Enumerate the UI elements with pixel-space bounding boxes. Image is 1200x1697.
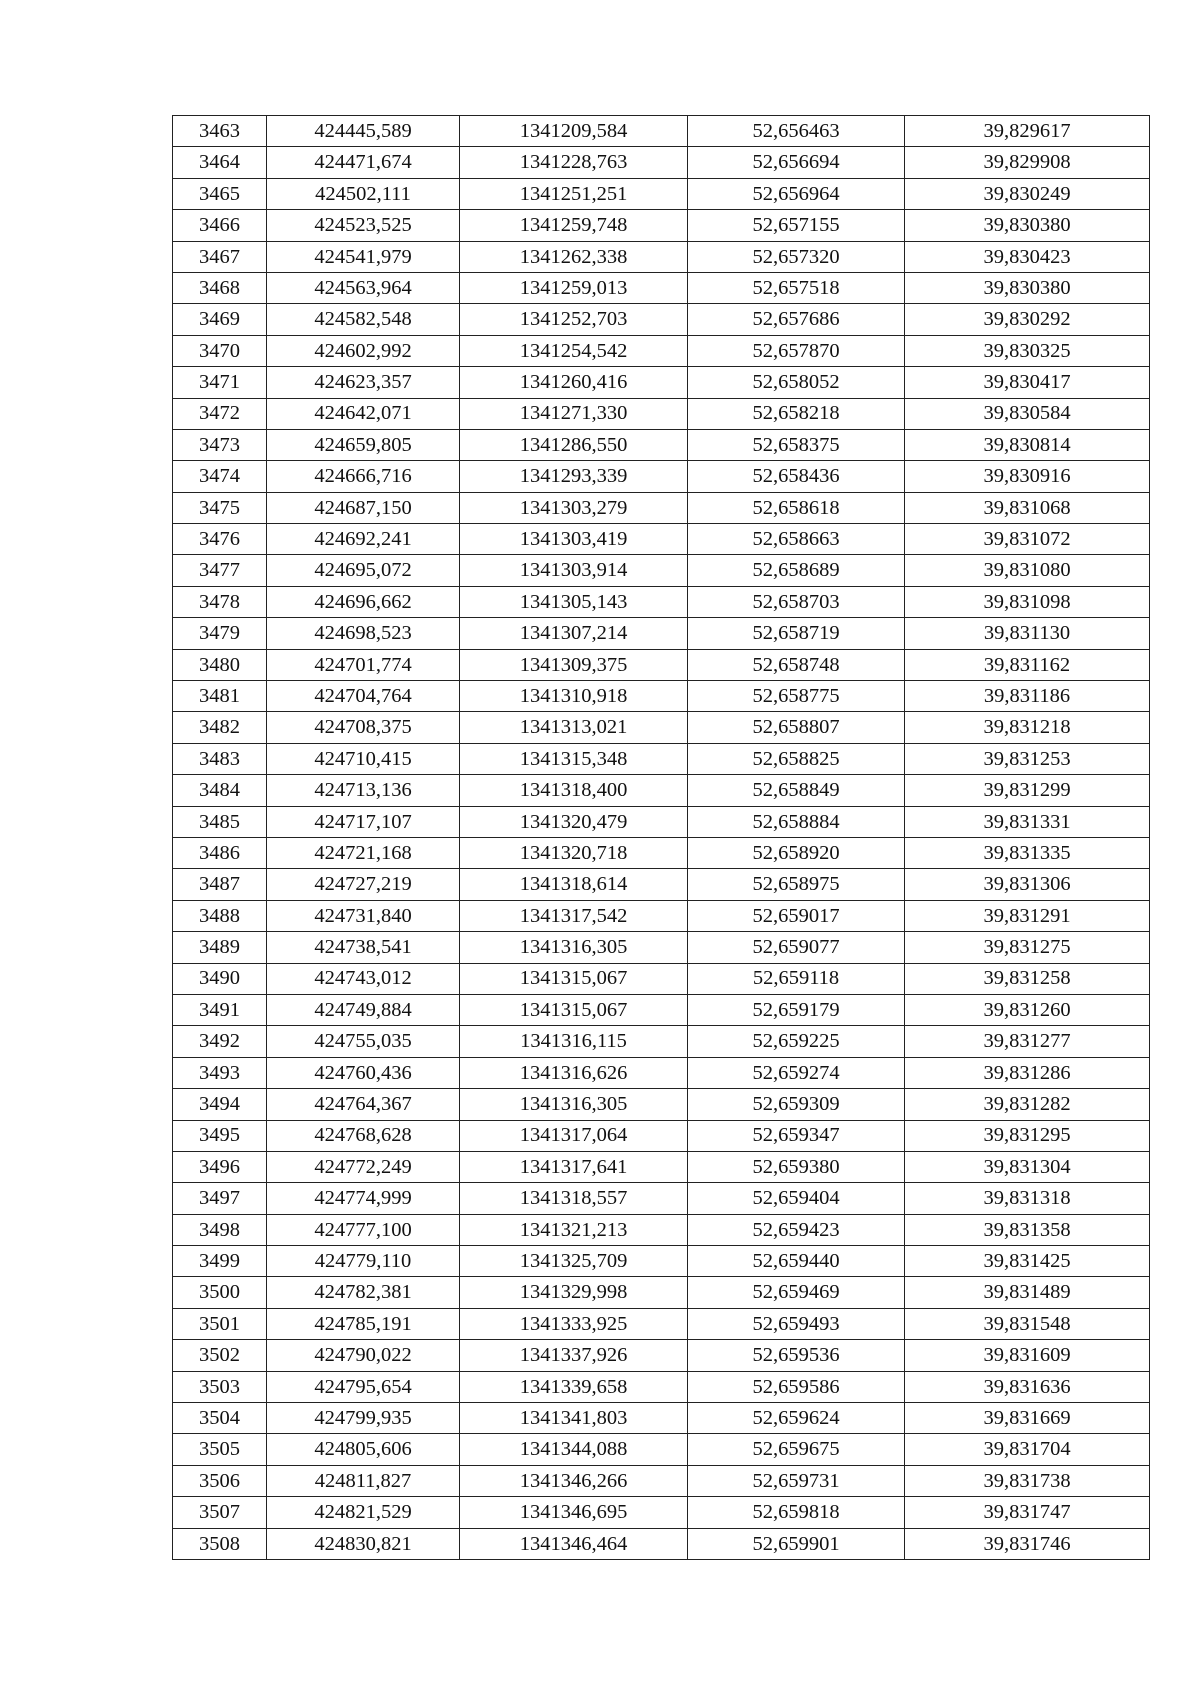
longitude-cell: 39,830417 [905, 367, 1150, 398]
table-row [173, 1277, 1150, 1308]
y-coordinate-cell: 1341262,338 [460, 241, 688, 272]
y-coordinate-cell: 1341259,748 [460, 210, 688, 241]
y-coordinate-cell: 1341228,763 [460, 147, 688, 178]
x-coordinate-cell: 424692,241 [267, 524, 460, 555]
y-coordinate-cell: 1341337,926 [460, 1340, 688, 1371]
longitude-cell: 39,831331 [905, 806, 1150, 837]
point-number-cell: 3500 [173, 1277, 267, 1308]
latitude-cell: 52,658748 [688, 649, 905, 680]
x-coordinate-cell: 424698,523 [267, 618, 460, 649]
y-coordinate-cell: 1341303,419 [460, 524, 688, 555]
latitude-cell: 52,658618 [688, 492, 905, 523]
point-number-cell: 3463 [173, 116, 267, 147]
longitude-cell: 39,831306 [905, 869, 1150, 900]
longitude-cell: 39,829908 [905, 147, 1150, 178]
point-number-cell: 3484 [173, 775, 267, 806]
x-coordinate-cell: 424782,381 [267, 1277, 460, 1308]
longitude-cell: 39,831282 [905, 1089, 1150, 1120]
table-row [173, 775, 1150, 806]
longitude-cell: 39,831258 [905, 963, 1150, 994]
y-coordinate-cell: 1341313,021 [460, 712, 688, 743]
longitude-cell: 39,831636 [905, 1371, 1150, 1402]
y-coordinate-cell: 1341344,088 [460, 1434, 688, 1465]
table-row [173, 712, 1150, 743]
longitude-cell: 39,831295 [905, 1120, 1150, 1151]
longitude-cell: 39,831335 [905, 837, 1150, 868]
x-coordinate-cell: 424642,071 [267, 398, 460, 429]
latitude-cell: 52,659118 [688, 963, 905, 994]
y-coordinate-cell: 1341316,115 [460, 1026, 688, 1057]
latitude-cell: 52,658052 [688, 367, 905, 398]
x-coordinate-cell: 424727,219 [267, 869, 460, 900]
longitude-cell: 39,831746 [905, 1528, 1150, 1559]
x-coordinate-cell: 424602,992 [267, 335, 460, 366]
table-row [173, 1340, 1150, 1371]
table-row [173, 461, 1150, 492]
longitude-cell: 39,830249 [905, 178, 1150, 209]
y-coordinate-cell: 1341315,067 [460, 994, 688, 1025]
latitude-cell: 52,659493 [688, 1308, 905, 1339]
latitude-cell: 52,659274 [688, 1057, 905, 1088]
latitude-cell: 52,659225 [688, 1026, 905, 1057]
point-number-cell: 3501 [173, 1308, 267, 1339]
longitude-cell: 39,831253 [905, 743, 1150, 774]
table-row [173, 272, 1150, 303]
latitude-cell: 52,659404 [688, 1183, 905, 1214]
longitude-cell: 39,829617 [905, 116, 1150, 147]
table-row [173, 492, 1150, 523]
point-number-cell: 3472 [173, 398, 267, 429]
table-row [173, 681, 1150, 712]
point-number-cell: 3491 [173, 994, 267, 1025]
point-number-cell: 3504 [173, 1403, 267, 1434]
table-row [173, 900, 1150, 931]
y-coordinate-cell: 1341252,703 [460, 304, 688, 335]
table-row [173, 743, 1150, 774]
table-row [173, 1026, 1150, 1057]
x-coordinate-cell: 424582,548 [267, 304, 460, 335]
table-row [173, 367, 1150, 398]
y-coordinate-cell: 1341318,557 [460, 1183, 688, 1214]
point-number-cell: 3485 [173, 806, 267, 837]
latitude-cell: 52,657686 [688, 304, 905, 335]
longitude-cell: 39,831260 [905, 994, 1150, 1025]
x-coordinate-cell: 424790,022 [267, 1340, 460, 1371]
latitude-cell: 52,657518 [688, 272, 905, 303]
latitude-cell: 52,659731 [688, 1465, 905, 1496]
longitude-cell: 39,830916 [905, 461, 1150, 492]
longitude-cell: 39,831068 [905, 492, 1150, 523]
y-coordinate-cell: 1341303,914 [460, 555, 688, 586]
y-coordinate-cell: 1341346,266 [460, 1465, 688, 1496]
x-coordinate-cell: 424764,367 [267, 1089, 460, 1120]
point-number-cell: 3474 [173, 461, 267, 492]
x-coordinate-cell: 424821,529 [267, 1497, 460, 1528]
longitude-cell: 39,831098 [905, 586, 1150, 617]
y-coordinate-cell: 1341251,251 [460, 178, 688, 209]
point-number-cell: 3480 [173, 649, 267, 680]
table-row [173, 178, 1150, 209]
table-row [173, 1497, 1150, 1528]
latitude-cell: 52,659380 [688, 1151, 905, 1182]
y-coordinate-cell: 1341318,614 [460, 869, 688, 900]
x-coordinate-cell: 424799,935 [267, 1403, 460, 1434]
y-coordinate-cell: 1341317,542 [460, 900, 688, 931]
latitude-cell: 52,659347 [688, 1120, 905, 1151]
table-row [173, 1120, 1150, 1151]
x-coordinate-cell: 424768,628 [267, 1120, 460, 1151]
point-number-cell: 3464 [173, 147, 267, 178]
x-coordinate-cell: 424805,606 [267, 1434, 460, 1465]
y-coordinate-cell: 1341293,339 [460, 461, 688, 492]
latitude-cell: 52,657870 [688, 335, 905, 366]
latitude-cell: 52,656463 [688, 116, 905, 147]
y-coordinate-cell: 1341339,658 [460, 1371, 688, 1402]
y-coordinate-cell: 1341316,305 [460, 1089, 688, 1120]
point-number-cell: 3468 [173, 272, 267, 303]
table-row [173, 147, 1150, 178]
longitude-cell: 39,831425 [905, 1246, 1150, 1277]
longitude-cell: 39,831738 [905, 1465, 1150, 1496]
y-coordinate-cell: 1341333,925 [460, 1308, 688, 1339]
latitude-cell: 52,658218 [688, 398, 905, 429]
point-number-cell: 3492 [173, 1026, 267, 1057]
y-coordinate-cell: 1341317,064 [460, 1120, 688, 1151]
longitude-cell: 39,831162 [905, 649, 1150, 680]
latitude-cell: 52,657155 [688, 210, 905, 241]
latitude-cell: 52,659675 [688, 1434, 905, 1465]
point-number-cell: 3505 [173, 1434, 267, 1465]
latitude-cell: 52,659440 [688, 1246, 905, 1277]
x-coordinate-cell: 424785,191 [267, 1308, 460, 1339]
table-row [173, 994, 1150, 1025]
point-number-cell: 3471 [173, 367, 267, 398]
y-coordinate-cell: 1341320,479 [460, 806, 688, 837]
x-coordinate-cell: 424721,168 [267, 837, 460, 868]
point-number-cell: 3489 [173, 932, 267, 963]
latitude-cell: 52,659586 [688, 1371, 905, 1402]
x-coordinate-cell: 424704,764 [267, 681, 460, 712]
point-number-cell: 3498 [173, 1214, 267, 1245]
table-row [173, 1089, 1150, 1120]
y-coordinate-cell: 1341316,305 [460, 932, 688, 963]
latitude-cell: 52,659818 [688, 1497, 905, 1528]
y-coordinate-cell: 1341260,416 [460, 367, 688, 398]
x-coordinate-cell: 424717,107 [267, 806, 460, 837]
point-number-cell: 3486 [173, 837, 267, 868]
point-number-cell: 3487 [173, 869, 267, 900]
y-coordinate-cell: 1341315,348 [460, 743, 688, 774]
x-coordinate-cell: 424701,774 [267, 649, 460, 680]
x-coordinate-cell: 424731,840 [267, 900, 460, 931]
latitude-cell: 52,658375 [688, 429, 905, 460]
x-coordinate-cell: 424623,357 [267, 367, 460, 398]
table-row [173, 1465, 1150, 1496]
latitude-cell: 52,658884 [688, 806, 905, 837]
table-row [173, 963, 1150, 994]
y-coordinate-cell: 1341286,550 [460, 429, 688, 460]
longitude-cell: 39,830814 [905, 429, 1150, 460]
latitude-cell: 52,659017 [688, 900, 905, 931]
table-row [173, 398, 1150, 429]
table-row [173, 586, 1150, 617]
point-number-cell: 3473 [173, 429, 267, 460]
y-coordinate-cell: 1341321,213 [460, 1214, 688, 1245]
longitude-cell: 39,831291 [905, 900, 1150, 931]
point-number-cell: 3478 [173, 586, 267, 617]
latitude-cell: 52,658849 [688, 775, 905, 806]
longitude-cell: 39,831747 [905, 1497, 1150, 1528]
y-coordinate-cell: 1341325,709 [460, 1246, 688, 1277]
longitude-cell: 39,831318 [905, 1183, 1150, 1214]
table-row [173, 241, 1150, 272]
longitude-cell: 39,830584 [905, 398, 1150, 429]
longitude-cell: 39,831548 [905, 1308, 1150, 1339]
point-number-cell: 3483 [173, 743, 267, 774]
longitude-cell: 39,831275 [905, 932, 1150, 963]
x-coordinate-cell: 424563,964 [267, 272, 460, 303]
point-number-cell: 3508 [173, 1528, 267, 1559]
longitude-cell: 39,831669 [905, 1403, 1150, 1434]
point-number-cell: 3465 [173, 178, 267, 209]
table-row [173, 1371, 1150, 1402]
latitude-cell: 52,659469 [688, 1277, 905, 1308]
y-coordinate-cell: 1341309,375 [460, 649, 688, 680]
x-coordinate-cell: 424710,415 [267, 743, 460, 774]
y-coordinate-cell: 1341341,803 [460, 1403, 688, 1434]
table-row [173, 1246, 1150, 1277]
latitude-cell: 52,658920 [688, 837, 905, 868]
table-row [173, 1214, 1150, 1245]
y-coordinate-cell: 1341317,641 [460, 1151, 688, 1182]
y-coordinate-cell: 1341316,626 [460, 1057, 688, 1088]
point-number-cell: 3497 [173, 1183, 267, 1214]
table-row [173, 304, 1150, 335]
y-coordinate-cell: 1341307,214 [460, 618, 688, 649]
longitude-cell: 39,831277 [905, 1026, 1150, 1057]
point-number-cell: 3495 [173, 1120, 267, 1151]
latitude-cell: 52,658807 [688, 712, 905, 743]
point-number-cell: 3470 [173, 335, 267, 366]
x-coordinate-cell: 424774,999 [267, 1183, 460, 1214]
longitude-cell: 39,831489 [905, 1277, 1150, 1308]
latitude-cell: 52,659179 [688, 994, 905, 1025]
x-coordinate-cell: 424749,884 [267, 994, 460, 1025]
point-number-cell: 3466 [173, 210, 267, 241]
longitude-cell: 39,830423 [905, 241, 1150, 272]
x-coordinate-cell: 424445,589 [267, 116, 460, 147]
latitude-cell: 52,656694 [688, 147, 905, 178]
latitude-cell: 52,659423 [688, 1214, 905, 1245]
y-coordinate-cell: 1341346,695 [460, 1497, 688, 1528]
y-coordinate-cell: 1341271,330 [460, 398, 688, 429]
table-row [173, 1151, 1150, 1182]
y-coordinate-cell: 1341209,584 [460, 116, 688, 147]
y-coordinate-cell: 1341318,400 [460, 775, 688, 806]
longitude-cell: 39,831304 [905, 1151, 1150, 1182]
point-number-cell: 3506 [173, 1465, 267, 1496]
latitude-cell: 52,657320 [688, 241, 905, 272]
x-coordinate-cell: 424708,375 [267, 712, 460, 743]
point-number-cell: 3488 [173, 900, 267, 931]
latitude-cell: 52,658703 [688, 586, 905, 617]
latitude-cell: 52,659901 [688, 1528, 905, 1559]
latitude-cell: 52,659309 [688, 1089, 905, 1120]
latitude-cell: 52,658719 [688, 618, 905, 649]
longitude-cell: 39,831218 [905, 712, 1150, 743]
table-row [173, 116, 1150, 147]
point-number-cell: 3482 [173, 712, 267, 743]
x-coordinate-cell: 424471,674 [267, 147, 460, 178]
point-number-cell: 3496 [173, 1151, 267, 1182]
x-coordinate-cell: 424811,827 [267, 1465, 460, 1496]
latitude-cell: 52,658975 [688, 869, 905, 900]
x-coordinate-cell: 424743,012 [267, 963, 460, 994]
point-number-cell: 3477 [173, 555, 267, 586]
longitude-cell: 39,831299 [905, 775, 1150, 806]
longitude-cell: 39,831286 [905, 1057, 1150, 1088]
table-row [173, 555, 1150, 586]
longitude-cell: 39,831080 [905, 555, 1150, 586]
point-number-cell: 3499 [173, 1246, 267, 1277]
table-row [173, 806, 1150, 837]
latitude-cell: 52,659077 [688, 932, 905, 963]
longitude-cell: 39,831072 [905, 524, 1150, 555]
x-coordinate-cell: 424695,072 [267, 555, 460, 586]
x-coordinate-cell: 424779,110 [267, 1246, 460, 1277]
x-coordinate-cell: 424659,805 [267, 429, 460, 460]
longitude-cell: 39,830380 [905, 272, 1150, 303]
table-row [173, 1528, 1150, 1559]
x-coordinate-cell: 424541,979 [267, 241, 460, 272]
table-row [173, 837, 1150, 868]
y-coordinate-cell: 1341315,067 [460, 963, 688, 994]
table-row [173, 649, 1150, 680]
longitude-cell: 39,831130 [905, 618, 1150, 649]
x-coordinate-cell: 424795,654 [267, 1371, 460, 1402]
y-coordinate-cell: 1341303,279 [460, 492, 688, 523]
point-number-cell: 3476 [173, 524, 267, 555]
point-number-cell: 3481 [173, 681, 267, 712]
point-number-cell: 3493 [173, 1057, 267, 1088]
latitude-cell: 52,658436 [688, 461, 905, 492]
table-row [173, 869, 1150, 900]
point-number-cell: 3469 [173, 304, 267, 335]
longitude-cell: 39,831609 [905, 1340, 1150, 1371]
point-number-cell: 3502 [173, 1340, 267, 1371]
longitude-cell: 39,831186 [905, 681, 1150, 712]
longitude-cell: 39,831358 [905, 1214, 1150, 1245]
latitude-cell: 52,658825 [688, 743, 905, 774]
point-number-cell: 3479 [173, 618, 267, 649]
latitude-cell: 52,658775 [688, 681, 905, 712]
point-number-cell: 3467 [173, 241, 267, 272]
x-coordinate-cell: 424687,150 [267, 492, 460, 523]
x-coordinate-cell: 424696,662 [267, 586, 460, 617]
y-coordinate-cell: 1341259,013 [460, 272, 688, 303]
x-coordinate-cell: 424666,716 [267, 461, 460, 492]
table-row [173, 1403, 1150, 1434]
table-row [173, 932, 1150, 963]
coordinate-table [172, 115, 1150, 1560]
x-coordinate-cell: 424772,249 [267, 1151, 460, 1182]
point-number-cell: 3507 [173, 1497, 267, 1528]
x-coordinate-cell: 424738,541 [267, 932, 460, 963]
latitude-cell: 52,658663 [688, 524, 905, 555]
latitude-cell: 52,659624 [688, 1403, 905, 1434]
longitude-cell: 39,830380 [905, 210, 1150, 241]
table-row [173, 1434, 1150, 1465]
latitude-cell: 52,658689 [688, 555, 905, 586]
coordinate-table-body [173, 116, 1150, 1560]
table-row [173, 210, 1150, 241]
y-coordinate-cell: 1341346,464 [460, 1528, 688, 1559]
longitude-cell: 39,831704 [905, 1434, 1150, 1465]
table-row [173, 1308, 1150, 1339]
longitude-cell: 39,830325 [905, 335, 1150, 366]
y-coordinate-cell: 1341254,542 [460, 335, 688, 366]
table-row [173, 524, 1150, 555]
x-coordinate-cell: 424713,136 [267, 775, 460, 806]
table-row [173, 429, 1150, 460]
point-number-cell: 3475 [173, 492, 267, 523]
x-coordinate-cell: 424502,111 [267, 178, 460, 209]
point-number-cell: 3503 [173, 1371, 267, 1402]
y-coordinate-cell: 1341329,998 [460, 1277, 688, 1308]
table-row [173, 1057, 1150, 1088]
x-coordinate-cell: 424830,821 [267, 1528, 460, 1559]
x-coordinate-cell: 424777,100 [267, 1214, 460, 1245]
y-coordinate-cell: 1341305,143 [460, 586, 688, 617]
longitude-cell: 39,830292 [905, 304, 1150, 335]
y-coordinate-cell: 1341320,718 [460, 837, 688, 868]
latitude-cell: 52,656964 [688, 178, 905, 209]
x-coordinate-cell: 424760,436 [267, 1057, 460, 1088]
point-number-cell: 3494 [173, 1089, 267, 1120]
y-coordinate-cell: 1341310,918 [460, 681, 688, 712]
table-row [173, 618, 1150, 649]
x-coordinate-cell: 424755,035 [267, 1026, 460, 1057]
latitude-cell: 52,659536 [688, 1340, 905, 1371]
x-coordinate-cell: 424523,525 [267, 210, 460, 241]
table-row [173, 1183, 1150, 1214]
point-number-cell: 3490 [173, 963, 267, 994]
table-row [173, 335, 1150, 366]
